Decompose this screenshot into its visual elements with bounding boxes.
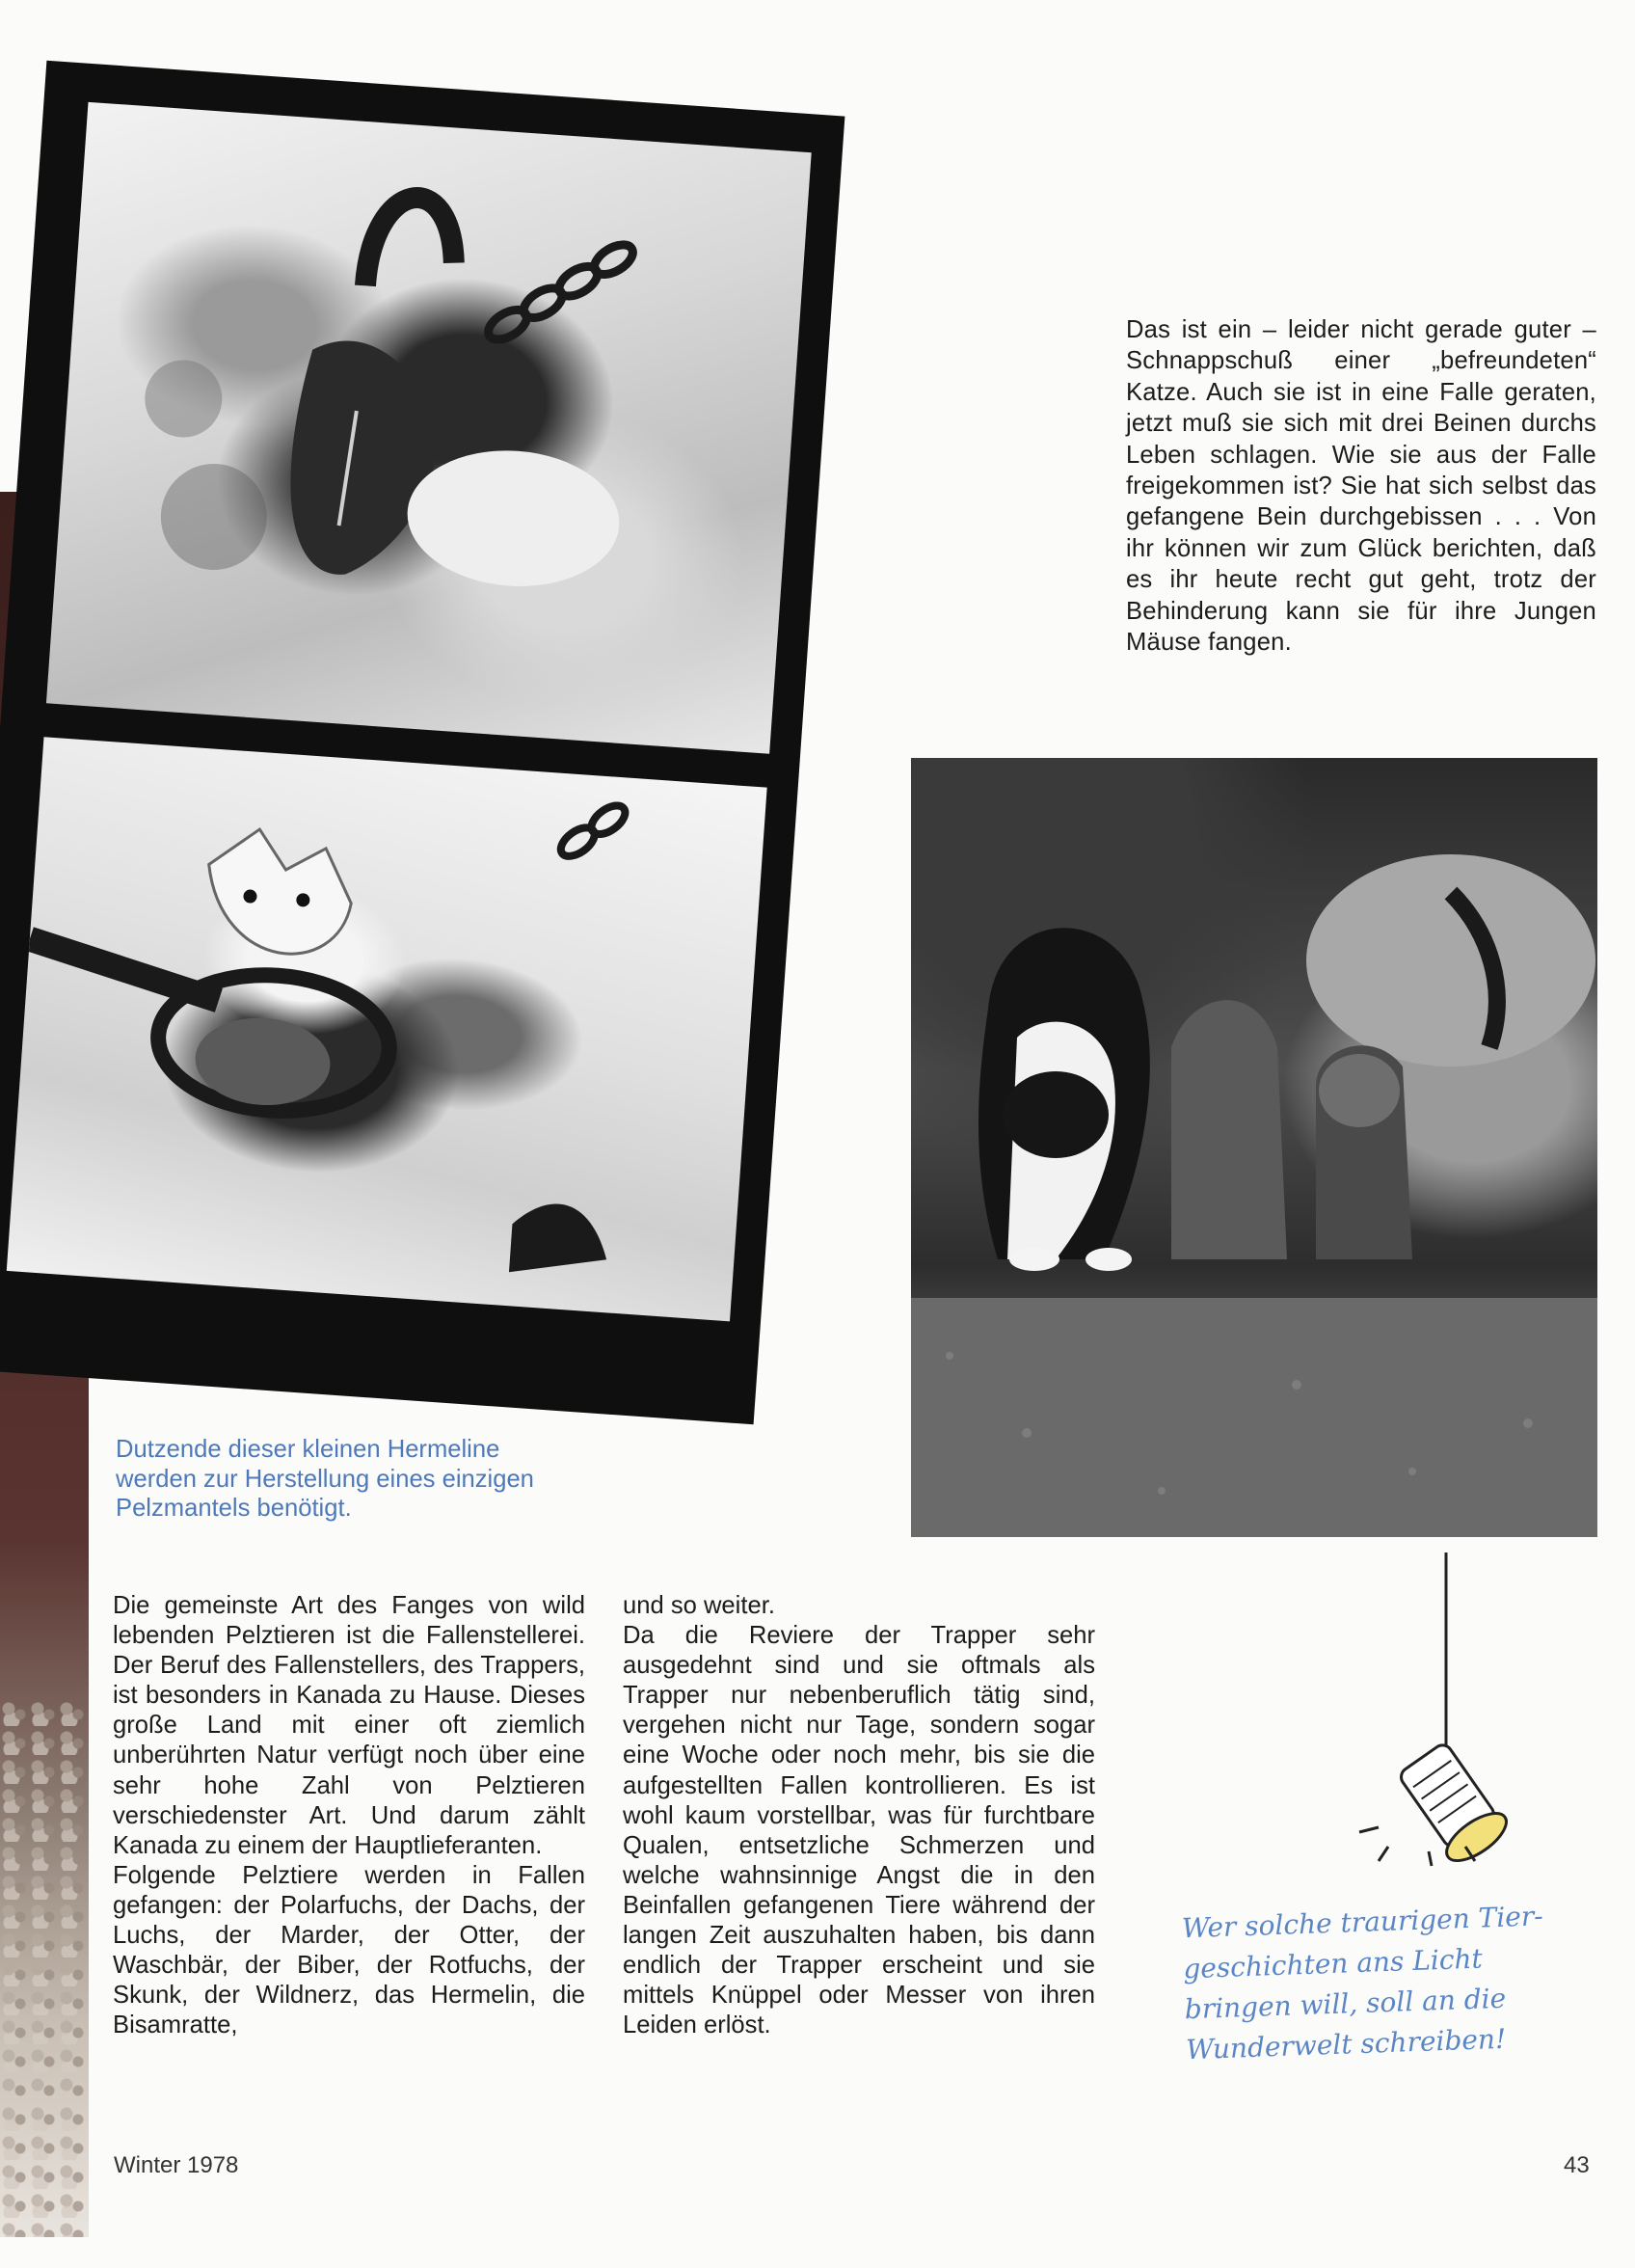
cats-photo [911,758,1597,1537]
trapped-cat-photo [46,102,812,754]
ermine-trap-illustration [7,737,767,1321]
ermine-in-trap-photo [7,737,767,1321]
photo-caption: Dutzende dieser kleinen Hermeline werden zur Herstellung eines einzigen Pelzmantels benötigt. [116,1436,534,1522]
article-column-left [113,1591,585,2040]
column-mid-paragraph-2: Da die Reviere der Trapper sehr ausgedehnt sind und sie oftmals als Trapper nur nebenberuflich tätig sind, vergehen nicht nur Tage, sondern sogar eine Woche oder noch mehr, bis sie die aufgestellten Fallen kontrollieren. Es ist wohl kaum vorstellbar, was für furchtbare Qualen, entsetzliche Schmerzen und welche wahnsinnige Angst die in den Beinfallen gefangenen Tiere während der langen Zeit auszuhalten haben, bis dann endlich der Trapper erscheint und sie mittels Knüppel oder Messer von ihren Leiden erlöst. [623,1622,1095,2039]
handwritten-note: Wer solche traurigen Tier-geschichten ans Licht bringen will, soll an die Wunderwelt schreiben! [1181,1900,1544,2066]
cat-story-paragraph [1126,314,1596,658]
flashlight-icon [1340,1552,1533,1871]
issue-label: Winter 1978 [114,2152,239,2178]
cat-story-text: Das ist ein – leider nicht gerade guter – Schnappschuß einer „befreundeten“ Katze. Auch sie ist in eine Falle geraten, jetzt muß sie sich mit drei Beinen durchs Leben schlagen. Wie sie aus der Falle freigekommen ist? Sie hat sich selbst das gefangene Bein durchgebissen . . . Von ihr können wir zum Glück berichten, daß es ihr heute recht gut geht, trotz der Behinderung kann sie für ihre Jungen Mäuse fangen. [1126,316,1596,657]
column-mid-paragraph-1: und so weiter. [623,1592,775,1619]
article-column-middle [623,1591,1095,2040]
film-strip [0,61,844,1425]
trap-chain-illustration [46,102,812,754]
cats-illustration [911,758,1597,1537]
column-left-paragraph-1: Die gemeinste Art des Fanges von wild lebenden Pelztieren ist die Fallenstellerei. Der Beruf des Fallenstellers, des Trappers, ist besonders in Kanada zu Hause. Dieses große Land mit einer oft ziemlich unberührten Natur verfügt noch über eine sehr hohe Zahl von Pelztieren verschiedenster Art. Und darum zählt Kanada zu einem der Hauptlieferanten. [113,1592,585,1859]
page-number: 43 [1564,2152,1590,2178]
column-left-paragraph-2: Folgende Pelztiere werden in Fallen gefangen: der Polarfuchs, der Dachs, der Luchs, der Marder, der Otter, der Waschbär, der Biber, der Rotfuchs, der Skunk, der Wildnerz, das Hermelin, die Bisamratte, [113,1861,585,2039]
